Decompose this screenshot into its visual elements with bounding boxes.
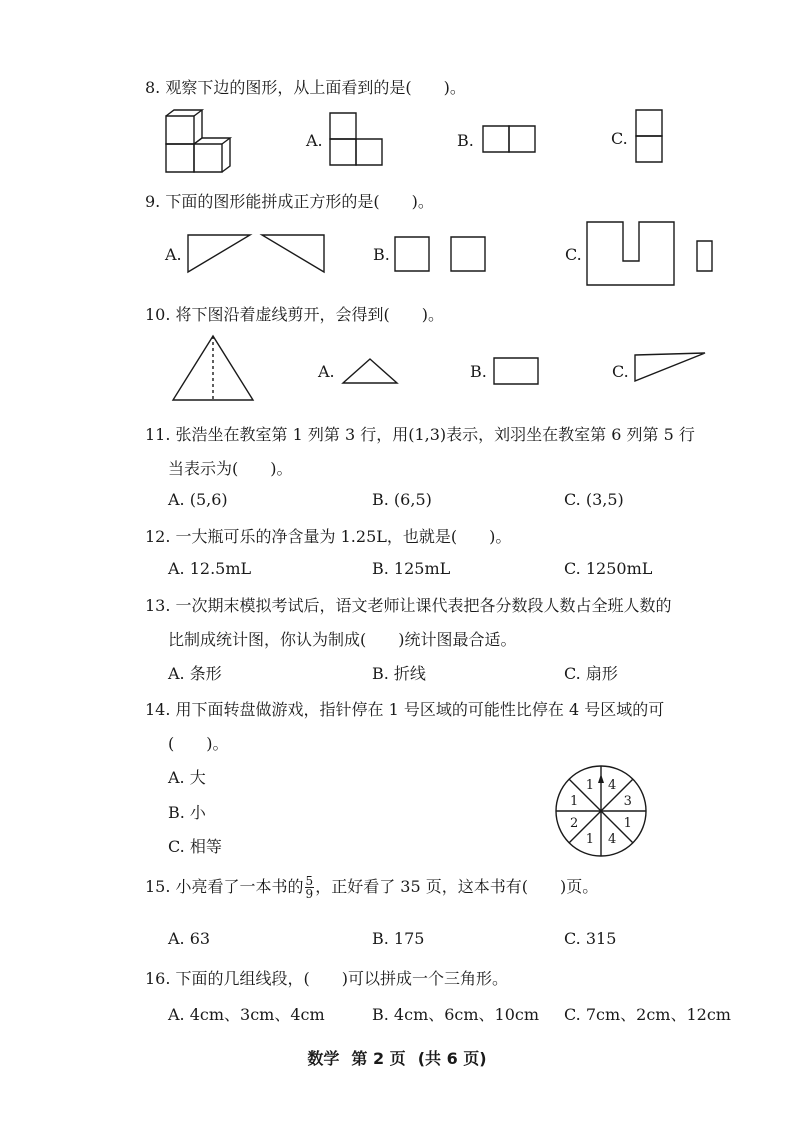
q9-label-a: A. — [165, 245, 182, 264]
spinner-sector-number: 1 — [585, 831, 595, 847]
q12-option-b: B. 125mL — [372, 559, 451, 578]
spinner-sector-number: 1 — [623, 816, 632, 832]
question-13-line2: 比制成统计图，你认为制成( )统计图最合适。 — [168, 630, 517, 649]
q8-cube-stack-figure — [164, 108, 236, 176]
q9-label-c: C. — [565, 245, 582, 264]
q12-option-a: A. 12.5mL — [168, 559, 252, 578]
footer-page-number: 第 2 页 — [351, 1049, 406, 1068]
q10-option-a-figure — [341, 357, 399, 385]
q15-option-a: A. 63 — [168, 929, 211, 948]
spinner-sector-number: 3 — [623, 793, 632, 809]
question-16-text: 16. 下面的几组线段，( )可以拼成一个三角形。 — [145, 969, 509, 988]
question-10-text: 10. 将下图沿着虚线剪开，会得到( )。 — [145, 305, 445, 324]
q13-option-a: A. 条形 — [168, 664, 222, 683]
q16-option-c: C. 7cm、2cm、12cm — [564, 1005, 731, 1024]
q10-label-b: B. — [470, 362, 487, 381]
q11-option-b: B. (6,5) — [372, 490, 432, 509]
question-8-text: 8. 观察下边的图形，从上面看到的是( )。 — [145, 78, 466, 97]
question-11-line1: 11. 张浩坐在教室第 1 列第 3 行，用(1,3)表示，刘羽坐在教室第 6 列第 5 行 — [145, 425, 695, 444]
q11-option-c: C. (3,5) — [564, 490, 624, 509]
question-14-line2: ( )。 — [168, 734, 229, 753]
q8-option-b-figure — [482, 125, 538, 155]
q15-prefix: 15. 小亮看了一本书的 — [145, 877, 304, 896]
q8-label-b: B. — [457, 131, 474, 150]
q10-triangle-figure — [171, 334, 255, 402]
spinner-sector-number: 4 — [607, 831, 617, 847]
question-14-line1: 14. 用下面转盘做游戏，指针停在 1 号区域的可能性比停在 4 号区域的可 — [145, 700, 665, 719]
q8-option-c-figure — [635, 109, 665, 165]
footer-subject: 数学 — [307, 1049, 340, 1068]
q14-option-a: A. 大 — [168, 768, 206, 787]
q15-fraction — [305, 875, 315, 900]
q16-option-b: B. 4cm、6cm、10cm — [372, 1005, 540, 1024]
q16-option-a: A. 4cm、3cm、4cm — [168, 1005, 325, 1024]
spinner-pointer-icon — [598, 774, 604, 783]
question-9-text: 9. 下面的图形能拼成正方形的是( )。 — [145, 192, 434, 211]
q14-option-b: B. 小 — [168, 803, 206, 822]
q15-fraction-numerator: 5 — [305, 874, 314, 888]
q15-suffix: ，正好看了 35 页，这本书有( )页。 — [315, 877, 599, 896]
q15-option-c: C. 315 — [564, 929, 617, 948]
q10-label-a: A. — [318, 362, 335, 381]
question-12-text: 12. 一大瓶可乐的净含量为 1.25L，也就是( )。 — [145, 527, 512, 546]
q14-spinner-figure — [554, 764, 648, 858]
q15-fraction-denominator: 9 — [305, 887, 314, 901]
q8-label-c: C. — [611, 129, 628, 148]
q11-option-a: A. (5,6) — [168, 490, 228, 509]
spinner-sector-number: 1 — [570, 793, 579, 809]
q10-option-c-figure — [633, 351, 707, 383]
q9-option-a-figure — [186, 232, 326, 274]
q8-label-a: A. — [306, 131, 323, 150]
page-footer — [0, 1046, 794, 1069]
footer-total-pages: (共 6 页) — [417, 1049, 487, 1068]
q14-option-c: C. 相等 — [168, 837, 222, 856]
q10-option-b-figure — [493, 357, 539, 385]
q13-option-c: C. 扇形 — [564, 664, 618, 683]
spinner-sector-number: 4 — [607, 778, 617, 794]
q9-option-c-figure — [586, 221, 716, 287]
q8-option-a-figure — [329, 112, 385, 168]
question-11-line2: 当表示为( )。 — [168, 459, 293, 478]
question-15-text — [145, 874, 598, 900]
q10-label-c: C. — [612, 362, 629, 381]
q13-option-b: B. 折线 — [372, 664, 426, 683]
q12-option-c: C. 1250mL — [564, 559, 653, 578]
q15-option-b: B. 175 — [372, 929, 425, 948]
spinner-sector-number: 1 — [585, 778, 595, 794]
q9-option-b-figure — [394, 236, 488, 272]
spinner-sector-number: 2 — [570, 816, 579, 832]
question-13-line1: 13. 一次期末模拟考试后，语文老师让课代表把各分数段人数占全班人数的 — [145, 596, 672, 615]
q9-label-b: B. — [373, 245, 390, 264]
